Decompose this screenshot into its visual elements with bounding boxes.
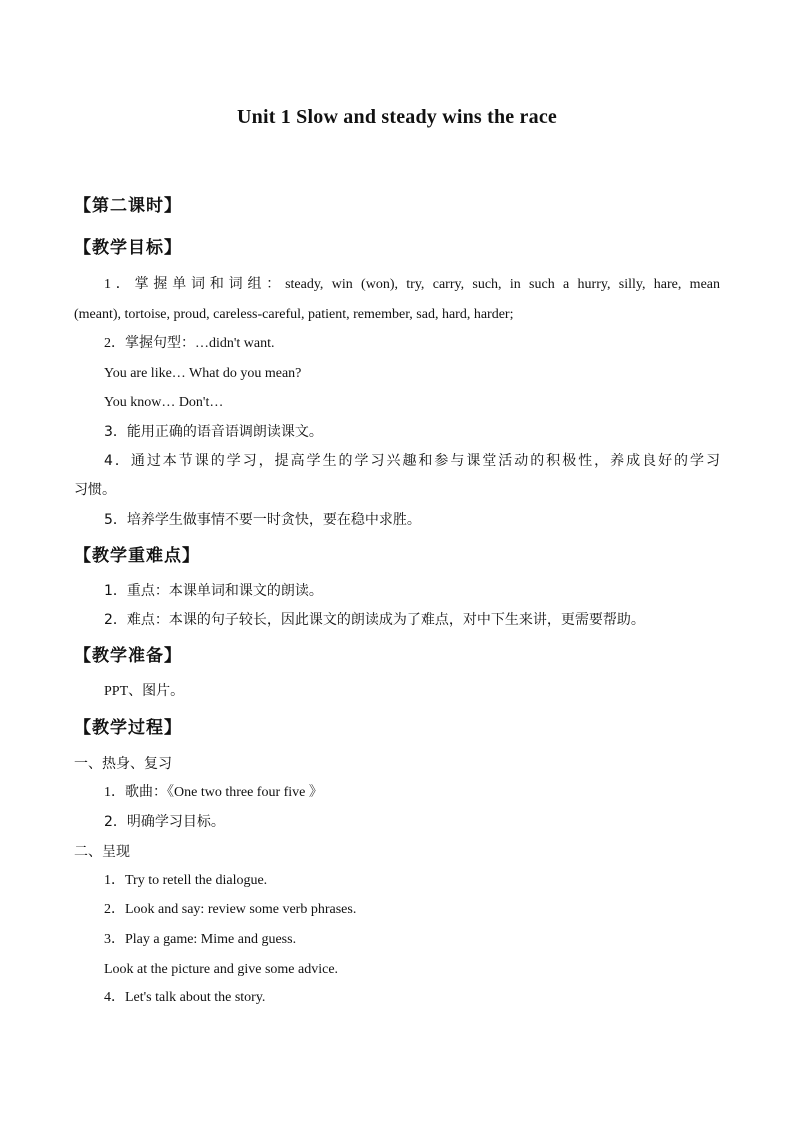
- process-part-2-item-4: 4．Let's talk about the story.: [104, 990, 266, 1005]
- objective-4-line-2: 习惯。: [74, 482, 116, 498]
- process-part-1-item-1: 1．歌曲：《One two three four five 》: [104, 785, 323, 800]
- process-part-1: 一、热身、复习: [74, 756, 172, 772]
- process-part-2-item-1: 1．Try to retell the dialogue.: [104, 873, 268, 888]
- key-points-heading: 【教学重难点】: [74, 546, 200, 566]
- key-point-2: 2．难点：本课的句子较长，因此课文的朗读成为了难点，对中下生来讲，更需要帮助。: [104, 612, 645, 628]
- objective-2: 2．掌握句型：…didn't want.: [104, 336, 275, 351]
- objective-5: 5．培养学生做事情不要一时贪快，要在稳中求胜。: [104, 512, 421, 528]
- preparation-heading: 【教学准备】: [74, 646, 182, 666]
- objective-2-sentence-b: You know… Don't…: [104, 395, 224, 410]
- objective-1-line-2: (meant), tortoise, proud, careless-careful, patient, remember, sad, hard, harder;: [74, 307, 514, 322]
- preparation-item: PPT、图片。: [104, 684, 185, 699]
- objective-4-line-1: 4．通过本节课的学习，提高学生的学习兴趣和参与课堂活动的积极性，养成良好的学习: [104, 453, 720, 469]
- objective-3: 3．能用正确的语音语调朗读课文。: [104, 424, 323, 440]
- objective-2-sentence-a: You are like… What do you mean?: [104, 366, 302, 381]
- document-title: Unit 1 Slow and steady wins the race: [237, 106, 557, 128]
- process-part-2-item-2: 2．Look and say: review some verb phrases.: [104, 902, 357, 917]
- lesson-heading: 【第二课时】: [74, 196, 182, 216]
- process-part-2-item-3-detail: Look at the picture and give some advice.: [104, 962, 339, 977]
- objective-1-line-1: 1．掌握单词和词组：steady, win (won), try, carry, such, in such a hurry, silly, hare, mean: [104, 277, 720, 292]
- process-heading: 【教学过程】: [74, 718, 182, 738]
- process-part-2-item-3: 3．Play a game: Mime and guess.: [104, 932, 297, 947]
- process-part-2: 二、呈现: [74, 844, 130, 860]
- process-part-1-item-2: 2．明确学习目标。: [104, 814, 225, 830]
- key-point-1: 1．重点：本课单词和课文的朗读。: [104, 583, 323, 599]
- objectives-heading: 【教学目标】: [74, 238, 182, 258]
